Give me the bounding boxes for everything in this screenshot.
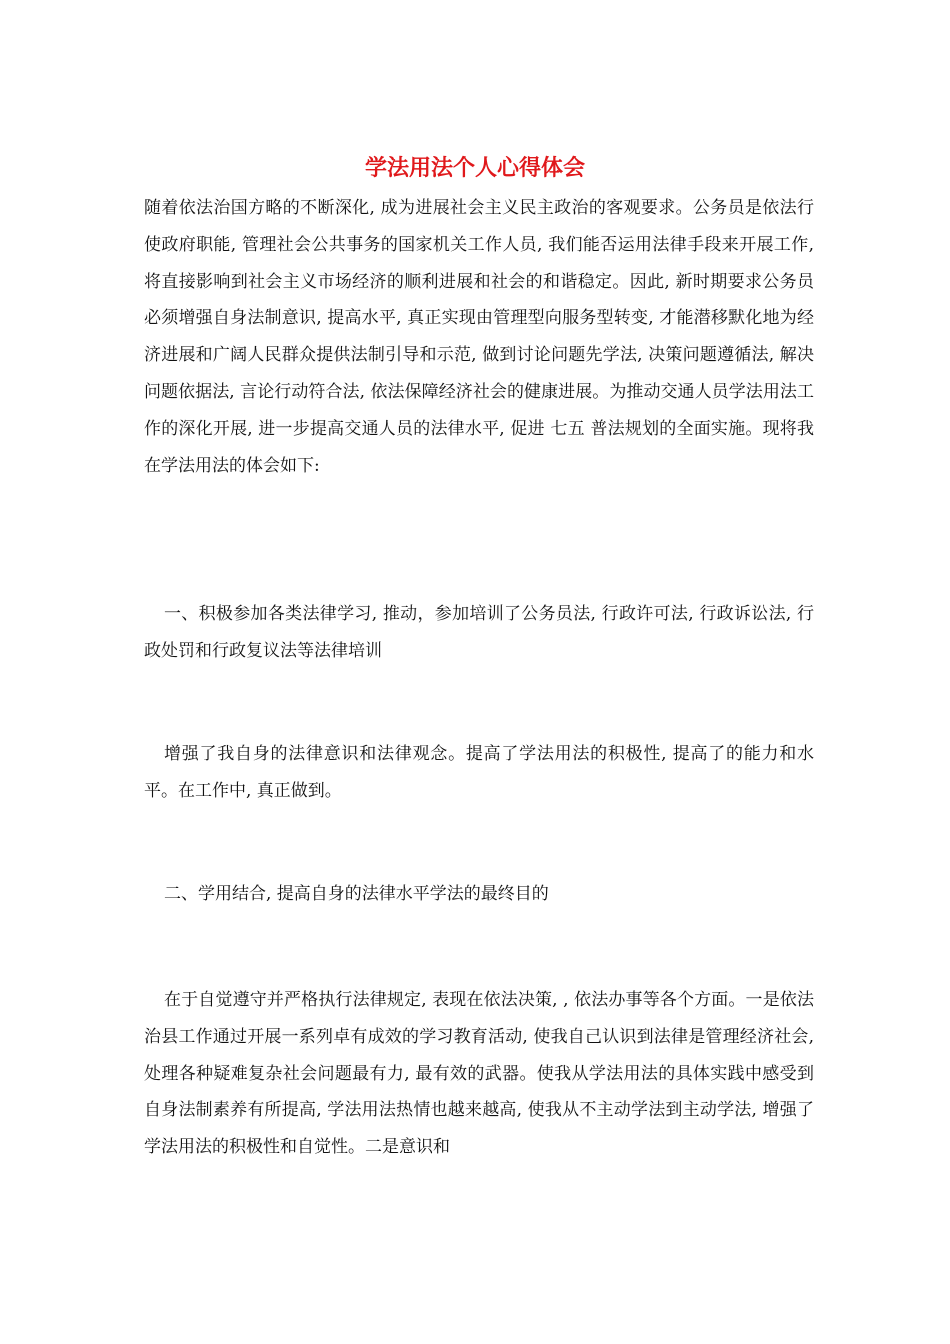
- document-title: 学法用法个人心得体会: [364, 155, 585, 181]
- paragraph-section-one-result: 增强了我自身的法律意识和法律观念。提高了学法用法的积极性, 提高了的能力和水平。在工作中, 真正做到。: [144, 744, 814, 801]
- paragraph-section-two: 二、学用结合, 提高自身的法律水平学法的最终目的: [164, 884, 549, 904]
- paragraph-section-one: 一、积极参加各类法律学习, 推动，参加培训了公务员法, 行政许可法, 行政诉讼法, 行政处罚和行政复议法等法律培训: [144, 604, 814, 661]
- paragraph-intro: 随着依法治国方略的不断深化, 成为进展社会主义民主政治的客观要求。公务员是依法行使政府职能, 管理社会公共事务的国家机关工作人员, 我们能否运用法律手段来开展工作, 将直接影响到社会主义市场经济的顺利进展和社会的和谐稳定。因此, 新时期要求公务员必须增强自身法制意识, 提高水平, 真正实现由管理型向服务型转变, 才能潜移默化地为经济进展和广阔人民群众提供法制引导和示范, 做到讨论问题先学法, 决策问题遵循法, 解决问题依据法, 言论行动符合法, 依法保障经济社会的健康进展。为推动交通人员学法用法工作的深化开展, 进一步提高交通人员的法律水平, 促进 七五 普法规划的全面实施。现将我在学法用法的体会如下:: [144, 198, 814, 476]
- paragraph-section-two-body: 在于自觉遵守并严格执行法律规定, 表现在依法决策, , 依法办事等各个方面。一是依法治县工作通过开展一系列卓有成效的学习教育活动, 使我自己认识到法律是管理经济社会, 处理各种疑难复杂社会问题最有力, 最有效的武器。使我从学法用法的具体实践中感受到自身法制素养有所提高, 学法用法热情也越来越高, 使我从不主动学法到主动学法, 增强了学法用法的积极性和自觉性。二是意识和: [144, 990, 814, 1158]
